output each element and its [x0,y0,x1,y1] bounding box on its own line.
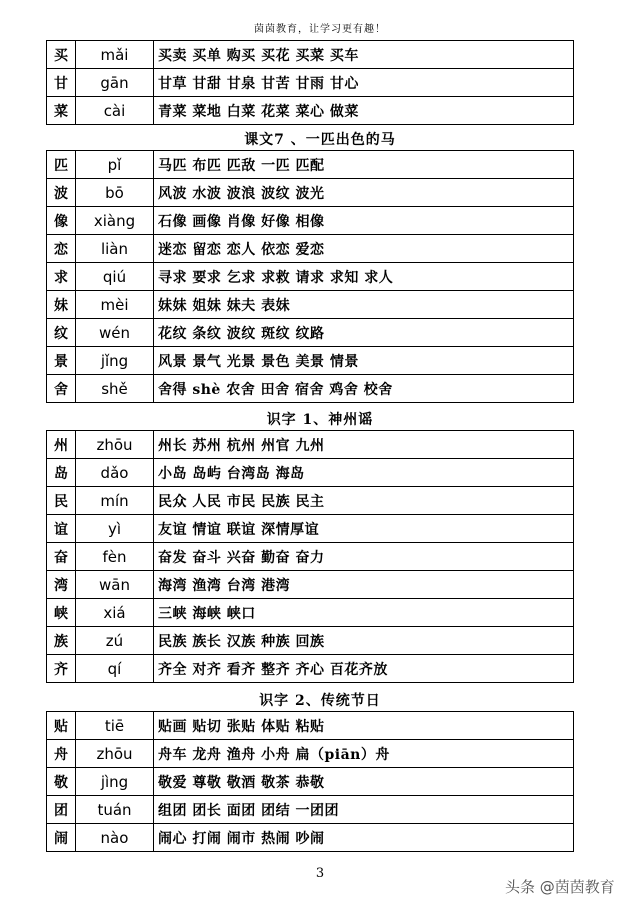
character-cell: 奋 [47,543,76,571]
character-cell: 族 [47,627,76,655]
character-cell: 波 [47,179,76,207]
words-cell: 组团 团长 面团 团结 一团团 [154,796,574,824]
section-title-literacy-1: 识字 1、神州谣 [266,412,374,428]
words-cell: 民族 族长 汉族 种族 回族 [154,627,574,655]
vocab-row [47,796,574,824]
vocab-row [47,375,574,403]
vocab-row [47,235,574,263]
vocab-row [47,459,574,487]
pinyin-cell: tiē [76,712,154,740]
pinyin-cell: nào [76,824,154,852]
character-cell: 舟 [47,740,76,768]
vocab-table [46,430,574,683]
pinyin-cell: bō [76,179,154,207]
words-cell: 青菜 菜地 白菜 花菜 菜心 做菜 [154,97,574,125]
vocab-row [47,740,574,768]
words-cell: 敬爱 尊敬 敬酒 敬茶 恭敬 [154,768,574,796]
vocab-row [47,347,574,375]
words-cell: 寻求 要求 乞求 求救 请求 求知 求人 [154,263,574,291]
pinyin-cell: wén [76,319,154,347]
words-cell: 海湾 渔湾 台湾 港湾 [154,571,574,599]
words-cell: 马匹 布匹 匹敌 一匹 匹配 [154,151,574,179]
character-cell: 买 [47,41,76,69]
character-cell: 谊 [47,515,76,543]
vocab-row [47,319,574,347]
vocab-row [47,97,574,125]
vocab-row [47,627,574,655]
pinyin-cell: mǎi [76,41,154,69]
character-cell: 岛 [47,459,76,487]
vocab-row [47,487,574,515]
words-cell: 三峡 海峡 峡口 [154,599,574,627]
vocab-row [47,571,574,599]
section-title-lesson-7: 课文7 、一匹出色的马 [244,132,396,148]
pinyin-cell: yì [76,515,154,543]
pinyin-cell: mín [76,487,154,515]
words-cell: 舍得 shè 农舍 田舍 宿舍 鸡舍 校舍 [154,375,574,403]
pinyin-cell: mèi [76,291,154,319]
character-cell: 峡 [47,599,76,627]
vocab-block-4 [46,711,574,852]
vocab-row [47,291,574,319]
character-cell: 甘 [47,69,76,97]
pinyin-cell: jìng [76,768,154,796]
vocab-row [47,179,574,207]
vocab-row [47,712,574,740]
words-cell: 民众 人民 市民 民族 民主 [154,487,574,515]
vocab-row [47,69,574,97]
words-cell: 石像 画像 肖像 好像 相像 [154,207,574,235]
words-cell: 风波 水波 波浪 波纹 波光 [154,179,574,207]
pinyin-cell: liàn [76,235,154,263]
vocab-row [47,151,574,179]
character-cell: 敬 [47,768,76,796]
pinyin-cell: tuán [76,796,154,824]
words-cell: 闹心 打闹 闹市 热闹 吵闹 [154,824,574,852]
pinyin-cell: jǐng [76,347,154,375]
pinyin-cell: shě [76,375,154,403]
words-cell: 州长 苏州 杭州 州官 九州 [154,431,574,459]
character-cell: 妹 [47,291,76,319]
vocab-row [47,41,574,69]
vocab-table [46,40,574,125]
vocab-block-2 [46,150,574,403]
vocab-table [46,150,574,403]
vocab-row [47,207,574,235]
words-cell: 买卖 买单 购买 买花 买菜 买车 [154,41,574,69]
character-cell: 求 [47,263,76,291]
watermark: 头条 @茵茵教育 [505,878,615,896]
words-cell: 小岛 岛屿 台湾岛 海岛 [154,459,574,487]
character-cell: 贴 [47,712,76,740]
vocab-row [47,431,574,459]
character-cell: 像 [47,207,76,235]
words-cell: 迷恋 留恋 恋人 依恋 爱恋 [154,235,574,263]
page-number: 3 [315,866,325,881]
character-cell: 纹 [47,319,76,347]
vocab-table [46,711,574,852]
pinyin-cell: zhōu [76,740,154,768]
words-cell: 风景 景气 光景 景色 美景 情景 [154,347,574,375]
character-cell: 齐 [47,655,76,683]
character-cell: 景 [47,347,76,375]
character-cell: 恋 [47,235,76,263]
character-cell: 民 [47,487,76,515]
pinyin-cell: pǐ [76,151,154,179]
words-cell: 甘草 甘甜 甘泉 甘苦 甘雨 甘心 [154,69,574,97]
words-cell: 奋发 奋斗 兴奋 勤奋 奋力 [154,543,574,571]
words-cell: 齐全 对齐 看齐 整齐 齐心 百花齐放 [154,655,574,683]
pinyin-cell: gān [76,69,154,97]
vocab-row [47,655,574,683]
character-cell: 舍 [47,375,76,403]
vocab-block-1 [46,40,574,125]
vocab-row [47,515,574,543]
pinyin-cell: qí [76,655,154,683]
vocab-row [47,263,574,291]
character-cell: 匹 [47,151,76,179]
pinyin-cell: qiú [76,263,154,291]
words-cell: 舟车 龙舟 渔舟 小舟 扁（piān）舟 [154,740,574,768]
page-header: 茵茵教育，让学习更有趣！ [254,24,386,35]
vocab-row [47,599,574,627]
vocab-block-3 [46,430,574,683]
pinyin-cell: zhōu [76,431,154,459]
words-cell: 友谊 情谊 联谊 深情厚谊 [154,515,574,543]
pinyin-cell: dǎo [76,459,154,487]
character-cell: 闹 [47,824,76,852]
character-cell: 菜 [47,97,76,125]
words-cell: 花纹 条纹 波纹 斑纹 纹路 [154,319,574,347]
pinyin-cell: cài [76,97,154,125]
character-cell: 团 [47,796,76,824]
pinyin-cell: xiàng [76,207,154,235]
words-cell: 贴画 贴切 张贴 体贴 粘贴 [154,712,574,740]
words-cell: 妹妹 姐妹 妹夫 表妹 [154,291,574,319]
character-cell: 湾 [47,571,76,599]
pinyin-cell: xiá [76,599,154,627]
character-cell: 州 [47,431,76,459]
pinyin-cell: wān [76,571,154,599]
pinyin-cell: zú [76,627,154,655]
section-title-literacy-2: 识字 2、传统节日 [259,693,381,709]
pinyin-cell: fèn [76,543,154,571]
vocab-row [47,824,574,852]
vocab-row [47,543,574,571]
vocab-row [47,768,574,796]
